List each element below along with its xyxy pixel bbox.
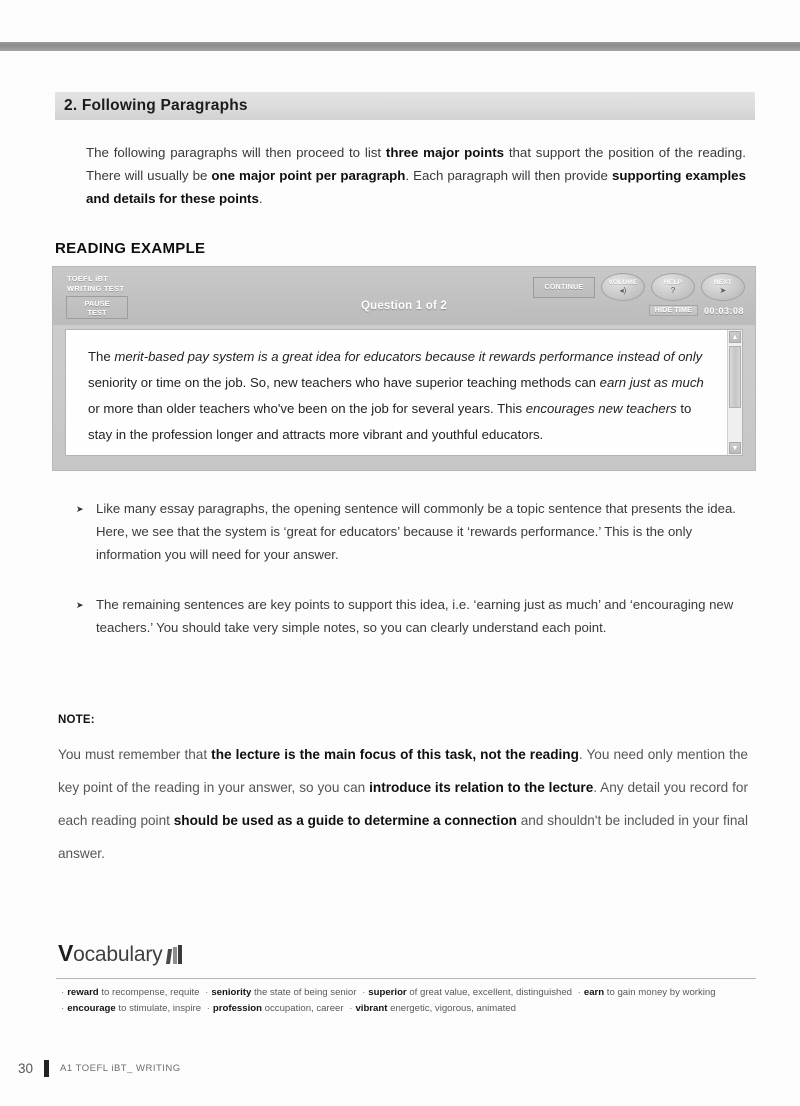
pause-test-line-1: PAUSE (84, 298, 110, 308)
vocabulary-entry-list (58, 985, 758, 1016)
note-label: NOTE: (58, 714, 95, 726)
vocabulary-line (58, 985, 758, 1001)
timer-row (649, 305, 744, 316)
note-body: You must remember that the lecture is the main focus of this task, not the reading. You need only mention the key point of the reading in your answer, so you can introduce its relation to the lecture. Any detail you record for each reading point should be used as a guide to determine a connection and shouldn't be included in your final answer. (58, 747, 748, 861)
reading-example-title: READING EXAMPLE (55, 240, 206, 257)
explanation-bullet: ➤ The remaining sentences are key points to support this idea, i.e. ‘earning just as much’ and ‘encouraging new teachers.’ You should take very simple notes, so you can clearly understand each point. (76, 593, 752, 639)
toefl-brand-line-2: WRITING TEST (67, 283, 125, 293)
vocabulary-heading (58, 940, 182, 967)
vocabulary-separator: · (577, 987, 581, 998)
vocabulary-definition: occupation, career (261, 1002, 347, 1014)
vocabulary-definition: to stimulate, inspire (115, 1002, 204, 1014)
reading-passage-pane (65, 329, 743, 456)
vocabulary-heading-text (58, 940, 162, 967)
section-heading-text: 2. Following Paragraphs (64, 97, 248, 114)
vocabulary-term: encourage (67, 1002, 116, 1014)
vocabulary-separator: · (61, 1002, 65, 1014)
footer-book-title: A1 TOEFL iBT_ WRITING (60, 1063, 181, 1074)
arrow-right-icon: ➤ (719, 286, 727, 295)
vocabulary-line (58, 1001, 758, 1017)
help-button[interactable] (651, 273, 695, 301)
vocabulary-heading-initial: V (58, 940, 74, 966)
scrollbar-thumb[interactable] (729, 346, 741, 408)
toefl-screenshot-panel (52, 266, 756, 471)
vocabulary-term: reward (67, 987, 99, 998)
toefl-header-controls (533, 273, 745, 301)
vocabulary-separator: · (206, 1002, 210, 1014)
vocabulary-term: vibrant (355, 1002, 388, 1014)
toefl-app-header (53, 267, 755, 325)
help-button-label: HELP (663, 279, 683, 286)
volume-button-label: VOLUME (608, 279, 638, 286)
scroll-down-arrow-icon[interactable]: ▼ (729, 442, 741, 454)
vocabulary-separator: · (205, 987, 209, 998)
vocabulary-term: earn (583, 987, 605, 998)
books-icon (167, 945, 182, 967)
vocabulary-heading-rest: ocabulary (73, 943, 163, 966)
scroll-up-arrow-icon[interactable]: ▲ (729, 331, 741, 343)
vocabulary-definition: energetic, vigorous, animated (387, 1002, 516, 1014)
vocabulary-term: superior (368, 987, 407, 998)
vocabulary-definition: to gain money by working (604, 987, 716, 998)
question-mark-icon: ? (670, 286, 676, 295)
speaker-icon: ◂) (619, 286, 627, 295)
volume-button[interactable] (601, 273, 645, 301)
intro-paragraph: The following paragraphs will then proceed to list three major points that support the position of the reading. There will usually be one major point per paragraph. Each paragraph will then provide supporting examples and details for these points. (86, 145, 746, 207)
reading-passage-text: The merit-based pay system is a great idea for educators because it rewards performance instead of only seniority or time on the job. So, new teachers who have superior teaching methods can earn just as much or more than older teachers who've been on the job for several years. This encourages new teachers to stay in the profession longer and attracts more vibrant and youthful educators. (88, 349, 704, 442)
vocabulary-definition: of great value, excellent, distinguished (406, 987, 575, 998)
countdown-timer: 00:03:08 (703, 305, 744, 316)
continue-button[interactable]: CONTINUE (533, 277, 595, 298)
question-counter-label: Question 1 of 2 (360, 300, 448, 312)
passage-scrollbar[interactable] (727, 330, 742, 455)
vocabulary-definition: to recompense, requite (98, 987, 203, 998)
next-button-label: NEXT (713, 279, 733, 286)
page-number: 30 (18, 1061, 34, 1076)
hide-time-button[interactable]: HIDE TIME (649, 305, 698, 316)
footer-tick-mark (44, 1060, 49, 1077)
vocabulary-separator: · (349, 1002, 353, 1014)
top-decorative-band (0, 42, 800, 51)
pause-test-line-2: TEST (87, 307, 107, 317)
toefl-brand-line-1: TOEFL iBT (67, 274, 109, 283)
vocabulary-term: seniority (211, 987, 252, 998)
vocabulary-term: profession (212, 1002, 262, 1014)
vocabulary-separator: · (61, 987, 65, 998)
vocabulary-definition: the state of being senior (251, 987, 360, 998)
next-button[interactable] (701, 273, 745, 301)
vocabulary-divider (56, 978, 756, 979)
vocabulary-separator: · (362, 987, 366, 998)
section-heading-bar (55, 92, 755, 120)
toefl-brand-label (67, 274, 124, 293)
explanation-bullet: ➤ Like many essay paragraphs, the opening sentence will commonly be a topic sentence that presents the idea. Here, we see that the system is ‘great for educators’ because it ‘rewards performance.’ This is the only information you will need for your answer. (76, 497, 752, 566)
page-footer (18, 1060, 181, 1077)
